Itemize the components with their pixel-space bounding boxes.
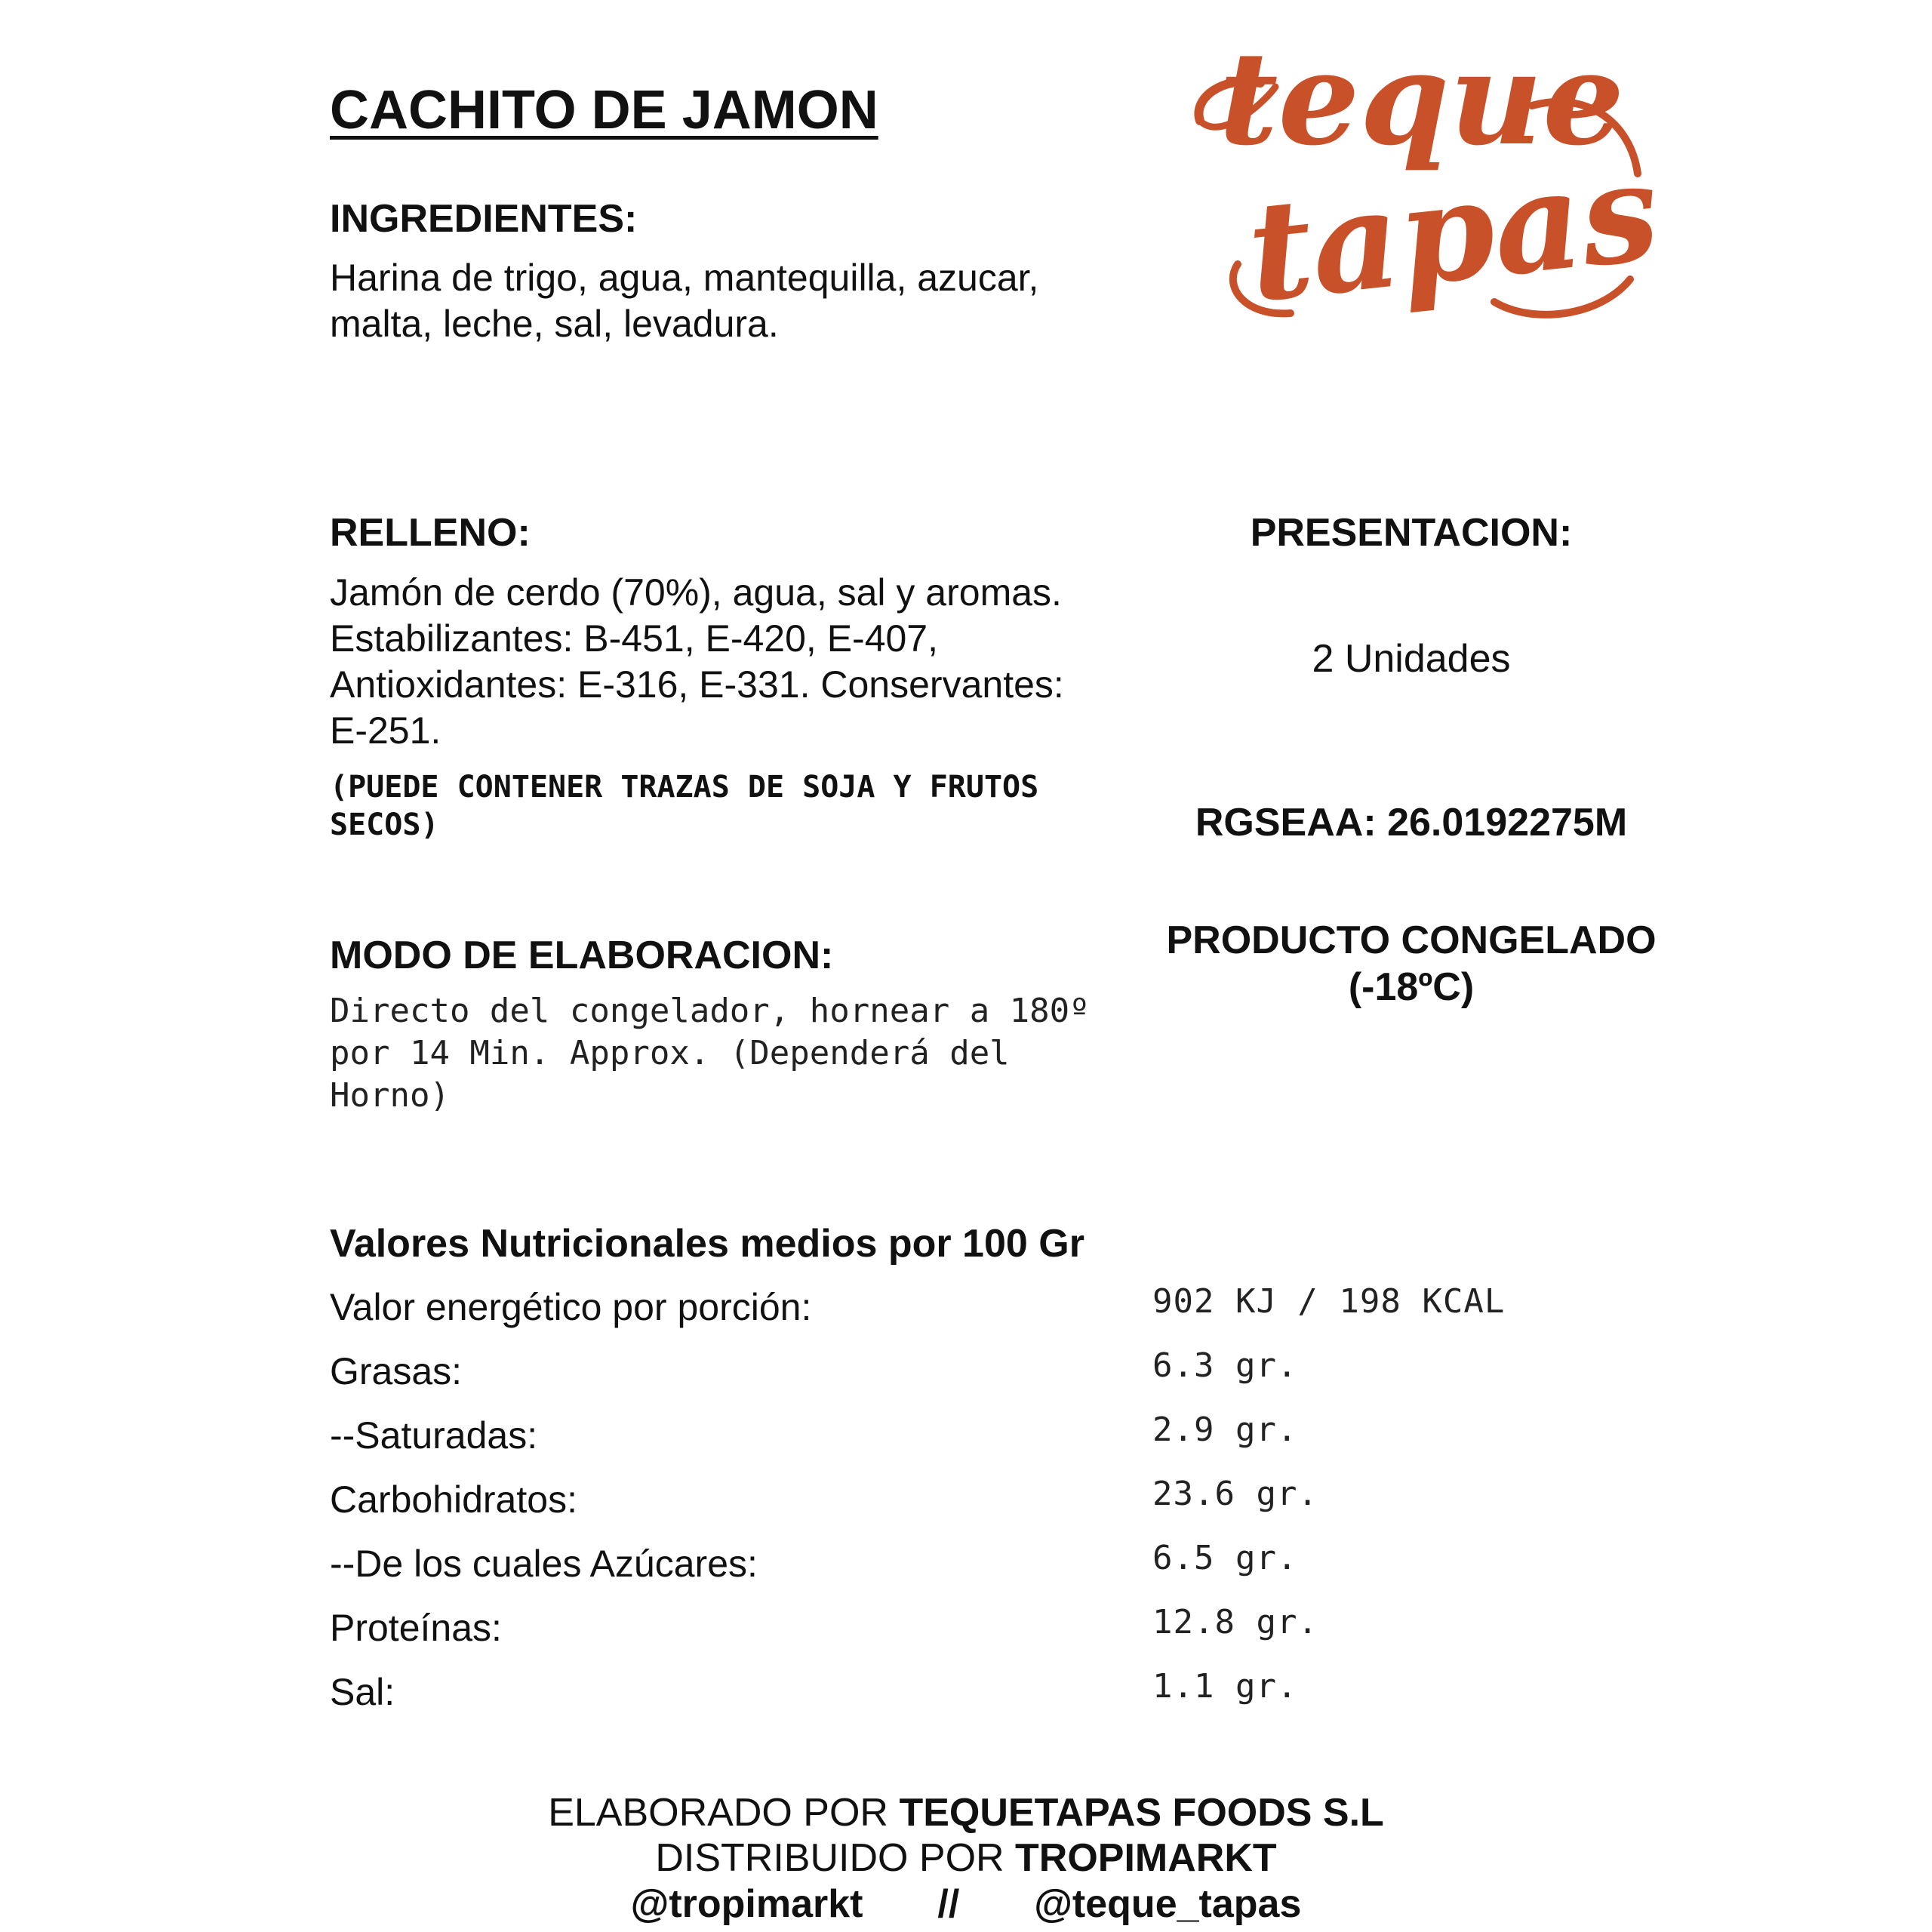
preparation-line: Directo del congelador, hornear a 180º [330,992,1090,1030]
nutrition-row [330,1282,1613,1338]
ingredients-heading: INGREDIENTES: [330,197,638,241]
filling-line: Estabilizantes: B-451, E-420, E-407, [330,617,939,660]
footer-distributed-by [0,1835,1932,1881]
social-separator: // [937,1882,960,1926]
filling-line: Jamón de cerdo (70%), agua, sal y aromas. [330,571,1062,614]
nutrition-value: 12.8 gr. [1152,1603,1318,1641]
nutrition-value: 6.3 gr. [1152,1346,1298,1385]
nutrition-value: 902 KJ / 198 KCAL [1152,1282,1506,1321]
nutrition-value: 2.9 gr. [1152,1411,1298,1449]
nutrition-row [330,1603,1613,1659]
footer-manufacturer: TEQUETAPAS FOODS S.L [899,1791,1384,1835]
product-title: CACHITO DE JAMON [330,80,878,140]
nutrition-value: 6.5 gr. [1152,1539,1298,1577]
footer-dist-prefix: DISTRIBUIDO POR [655,1836,1004,1880]
frozen-temperature: (-18ºC) [1348,965,1475,1009]
footer-made-by [0,1790,1932,1835]
nutrition-value: 23.6 gr. [1152,1475,1318,1513]
rgseaa-number: RGSEAA: 26.0192275M [1195,801,1628,844]
nutrition-label: Carbohidratos: [330,1478,577,1521]
nutrition-row [330,1346,1613,1402]
nutrition-row [330,1667,1613,1723]
preparation-line: por 14 Min. Approx. (Dependerá del [330,1034,1010,1072]
nutrition-label: Sal: [330,1671,395,1713]
preparation-line: Horno) [330,1076,450,1115]
filling-line: E-251. [330,709,441,752]
nutrition-label: --De los cuales Azúcares: [330,1543,758,1585]
trace-line: (PUEDE CONTENER TRAZAS DE SOJA Y FRUTOS [330,770,1039,804]
footer-distributor: TROPIMARKT [1015,1836,1277,1880]
presentation-units: 2 Unidades [1312,637,1511,681]
ingredients-line: Harina de trigo, agua, mantequilla, azucar, [330,257,1039,299]
nutrition-label: Grasas: [330,1350,463,1392]
nutrition-row [330,1539,1613,1595]
logo-text-teque: teque [1219,23,1625,174]
nutrition-heading: Valores Nutricionales medios por 100 Gr [330,1222,1084,1266]
preparation-text [330,990,1090,1117]
presentation-heading: PRESENTACION: [1250,511,1573,555]
nutrition-row [330,1411,1613,1466]
ingredients-text [330,255,1038,347]
filling-heading: RELLENO: [330,511,531,555]
nutrition-value: 1.1 gr. [1152,1667,1298,1706]
frozen-notice [1117,917,1706,1009]
social-handle-tropimarkt: @tropimarkt [630,1882,863,1926]
logo-text-tapas: tapas [1241,131,1666,333]
nutrition-row [330,1475,1613,1531]
social-handle-teque-tapas: @teque_tapas [1034,1882,1302,1926]
filling-line: Antioxidantes: E-316, E-331. Conservantes: [330,663,1064,706]
allergen-traces [330,768,1038,844]
trace-line: SECOS) [330,808,439,842]
nutrition-label: Proteínas: [330,1607,502,1649]
filling-text [330,570,1064,754]
frozen-line: PRODUCTO CONGELADO [1166,918,1657,962]
logo-graphic [1177,15,1668,340]
nutrition-label: --Saturadas: [330,1414,538,1457]
teque-tapas-logo [1177,15,1668,340]
footer-social [0,1881,1932,1927]
preparation-heading: MODO DE ELABORACION: [330,934,834,977]
ingredients-line: malta, leche, sal, levadura. [330,303,779,345]
nutrition-label: Valor energético por porción: [330,1286,812,1328]
footer-made-prefix: ELABORADO POR [548,1791,888,1835]
